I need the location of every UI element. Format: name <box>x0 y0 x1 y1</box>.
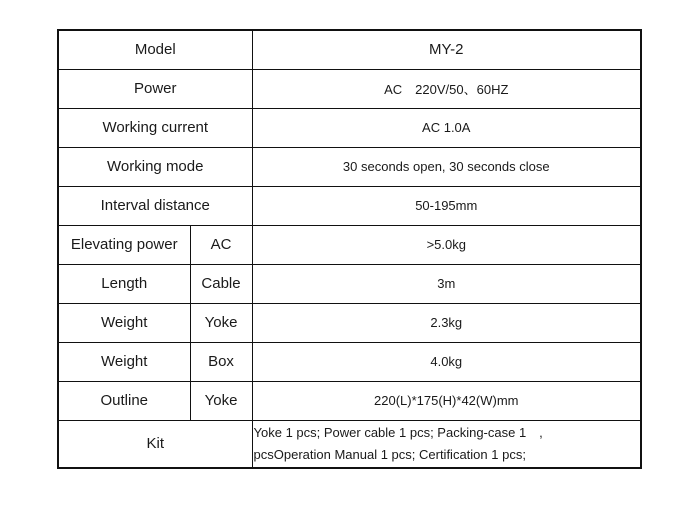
interval-distance-value: 50-195mm <box>252 186 641 225</box>
length-sublabel: Cable <box>190 264 252 303</box>
elevating-power-value: >5.0kg <box>252 225 641 264</box>
kit-line-2: pcsOperation Manual 1 pcs; Certification 1 pcs; <box>253 446 526 462</box>
table-row <box>58 303 641 342</box>
table-row <box>58 342 641 381</box>
weight-box-sublabel: Box <box>190 342 252 381</box>
table-row <box>58 225 641 264</box>
elevating-power-sublabel: AC <box>190 225 252 264</box>
kit-value <box>252 420 641 468</box>
working-mode-value: 30 seconds open, 30 seconds close <box>252 147 641 186</box>
kit-line-1: Yoke 1 pcs; Power cable 1 pcs; Packing-case 1 , <box>253 424 543 440</box>
weight-yoke-sublabel: Yoke <box>190 303 252 342</box>
elevating-power-label: Elevating power <box>58 225 190 264</box>
model-value: MY-2 <box>252 30 641 69</box>
table-row <box>58 147 641 186</box>
table-row <box>58 264 641 303</box>
outline-sublabel: Yoke <box>190 381 252 420</box>
table-row <box>58 30 641 69</box>
weight-box-value: 4.0kg <box>252 342 641 381</box>
table-row <box>58 420 641 468</box>
working-mode-label: Working mode <box>58 147 252 186</box>
outline-label: Outline <box>58 381 190 420</box>
working-current-label: Working current <box>58 108 252 147</box>
length-value: 3m <box>252 264 641 303</box>
table-row <box>58 186 641 225</box>
table-row <box>58 108 641 147</box>
kit-label: Kit <box>58 420 252 468</box>
outline-value: 220(L)*175(H)*42(W)mm <box>252 381 641 420</box>
working-current-value: AC 1.0A <box>252 108 641 147</box>
weight-box-label: Weight <box>58 342 190 381</box>
length-label: Length <box>58 264 190 303</box>
power-value: AC 220V/50、60HZ <box>252 69 641 108</box>
weight-yoke-value: 2.3kg <box>252 303 641 342</box>
model-label: Model <box>58 30 252 69</box>
power-label: Power <box>58 69 252 108</box>
table-row <box>58 381 641 420</box>
spec-table <box>57 29 642 469</box>
table-row <box>58 69 641 108</box>
interval-distance-label: Interval distance <box>58 186 252 225</box>
weight-yoke-label: Weight <box>58 303 190 342</box>
